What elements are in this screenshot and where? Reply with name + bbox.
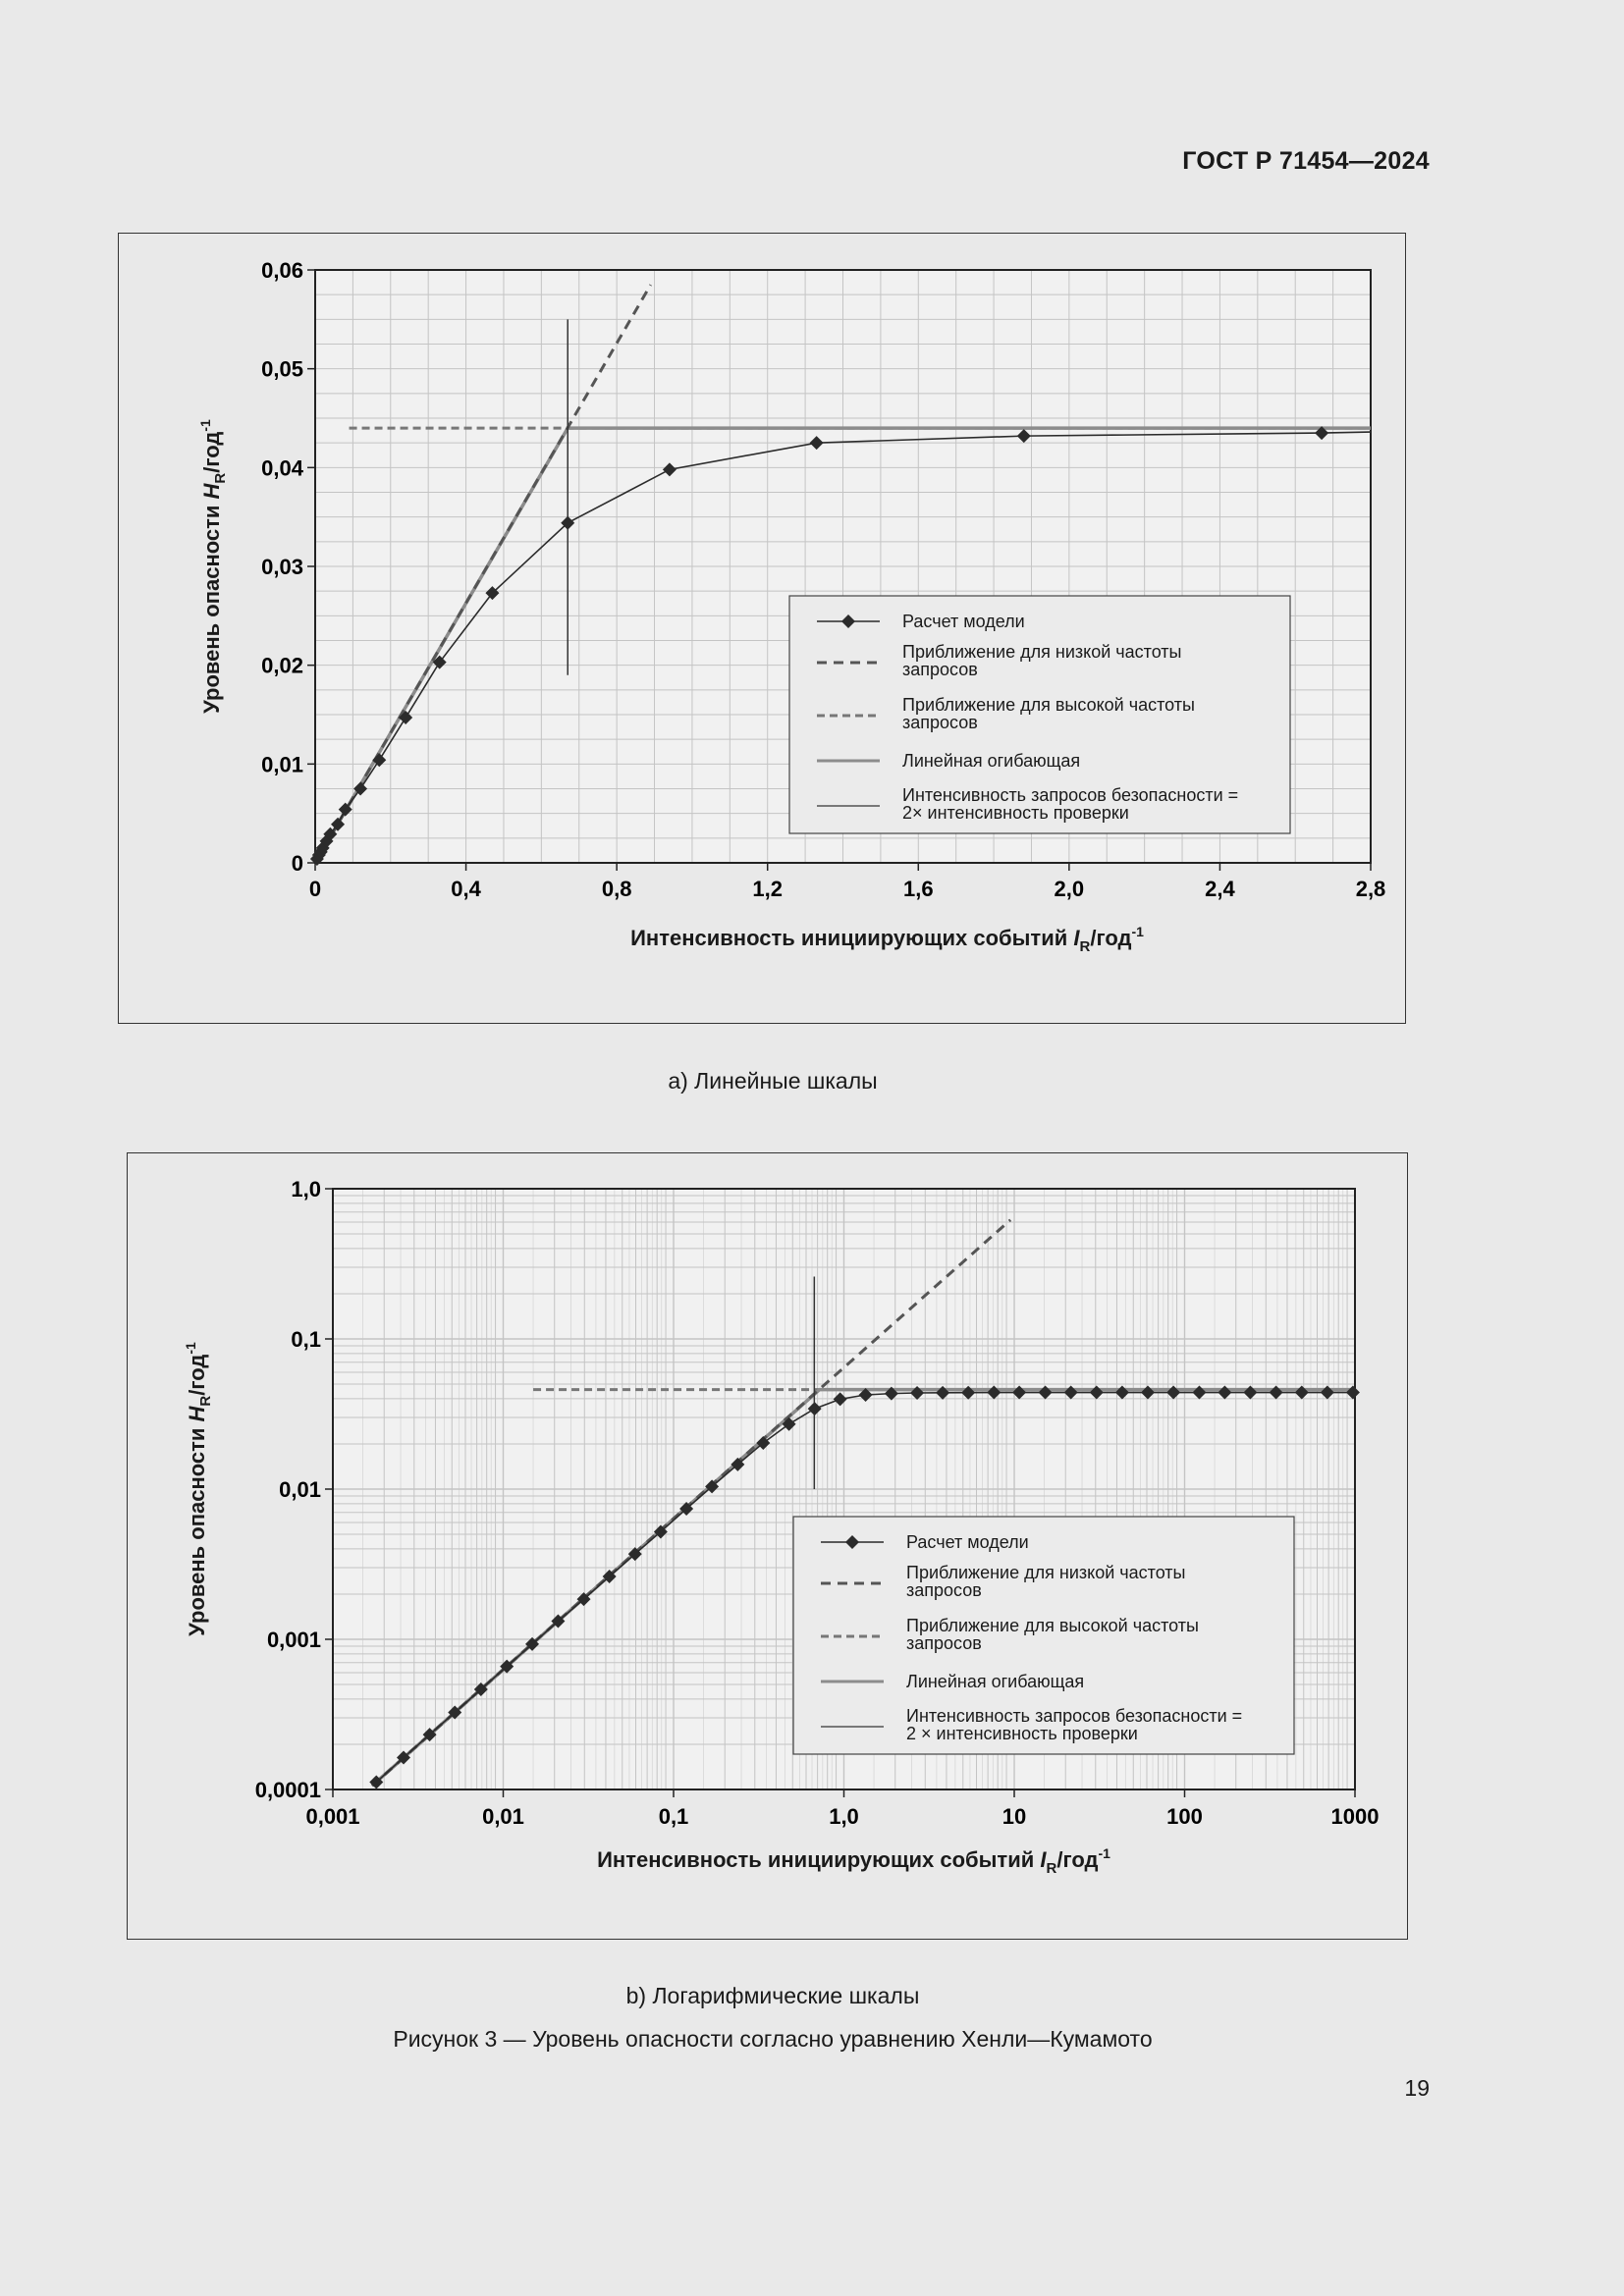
caption-linear: а) Линейные шкалы — [668, 1068, 878, 1094]
ylabel-title-part-0: Уровень опасности — [199, 499, 224, 714]
xlabel-title-part-3: /год — [1090, 926, 1132, 950]
legend-demand-label-2: 2× интенсивность проверки — [902, 803, 1129, 823]
xlabel-title-part-4: -1 — [1098, 1845, 1110, 1861]
legend-model-label: Расчет модели — [902, 612, 1025, 631]
legend-low-label-1: Приближение для низкой частоты — [906, 1563, 1186, 1582]
x-tick-label: 2,8 — [1355, 877, 1386, 901]
legend-low-label-1: Приближение для низкой частоты — [902, 642, 1182, 662]
chart-linear — [119, 234, 1405, 1023]
x-tick-label: 1,6 — [902, 877, 934, 901]
y-tick-label: 0,04 — [261, 455, 303, 481]
legend-demand-label-1: Интенсивность запросов безопасности = — [902, 785, 1239, 805]
y-axis-title — [183, 1342, 214, 1636]
x-tick-label: 1000 — [1330, 1804, 1380, 1829]
legend-low-label-2: запросов — [902, 660, 978, 679]
xlabel-title-part-1: I — [1073, 926, 1080, 950]
chart-linear-frame — [118, 233, 1406, 1024]
legend-envelope-label: Линейная огибающая — [906, 1672, 1085, 1691]
ylabel-title-part-1: H — [199, 483, 224, 500]
y-tick-label: 0,001 — [266, 1628, 321, 1652]
y-tick-label: 0,05 — [261, 356, 303, 382]
ylabel-title-part-4: -1 — [197, 419, 213, 432]
legend-demand-label-1: Интенсивность запросов безопасности = — [906, 1706, 1243, 1726]
x-tick-label: 0 — [308, 877, 322, 901]
legend — [793, 1517, 1294, 1754]
chart-log — [128, 1153, 1407, 1939]
x-axis-title — [597, 1845, 1110, 1877]
y-axis-title — [197, 419, 229, 714]
x-tick-label: 0,8 — [601, 877, 632, 901]
document-code: ГОСТ Р 71454—2024 — [1182, 147, 1430, 175]
page-number: 19 — [1404, 2075, 1430, 2101]
y-tick-label: 0,03 — [261, 555, 303, 579]
y-tick-label: 0,06 — [261, 258, 303, 283]
xlabel-title-part-3: /год — [1056, 1847, 1099, 1872]
x-tick-label: 0,001 — [305, 1804, 360, 1829]
chart-log-frame — [127, 1152, 1408, 1940]
ylabel-title-part-4: -1 — [183, 1342, 198, 1355]
xlabel-title-part-2: R — [1046, 1860, 1057, 1877]
x-tick-label: 2,0 — [1054, 877, 1085, 901]
xlabel-title-part-4: -1 — [1131, 924, 1144, 939]
y-tick-label: 0 — [291, 851, 303, 876]
x-tick-label: 100 — [1166, 1804, 1203, 1829]
legend-model-label: Расчет модели — [906, 1532, 1029, 1552]
x-tick-label: 0,1 — [658, 1804, 689, 1829]
x-tick-label: 1,2 — [752, 877, 784, 901]
legend — [789, 596, 1290, 833]
x-tick-label: 1,0 — [829, 1804, 859, 1829]
legend-high-label-1: Приближение для высокой частоты — [902, 695, 1195, 715]
ylabel-title-part-3: /год — [199, 431, 224, 473]
y-tick-label: 0,02 — [261, 653, 303, 678]
x-axis-title — [630, 924, 1144, 955]
legend-high-label-2: запросов — [906, 1633, 982, 1653]
ylabel-title-part-2: R — [212, 472, 229, 484]
x-tick-label: 2,4 — [1205, 877, 1235, 901]
legend-demand-label-2: 2 × интенсивность проверки — [906, 1724, 1138, 1743]
xlabel-title-part-1: I — [1040, 1847, 1047, 1872]
ylabel-title-part-3: /год — [185, 1354, 209, 1396]
legend-envelope-label: Линейная огибающая — [902, 751, 1081, 771]
xlabel-title-part-2: R — [1079, 938, 1091, 955]
y-tick-label: 0,01 — [261, 752, 303, 777]
y-tick-label: 1,0 — [291, 1177, 321, 1201]
ylabel-title-part-0: Уровень опасности — [185, 1421, 209, 1636]
legend-low-label-2: запросов — [906, 1580, 982, 1600]
caption-log: b) Логарифмические шкалы — [625, 1983, 920, 2008]
figure-title: Рисунок 3 — Уровень опасности согласно уравнению Хенли—Кумамото — [393, 2026, 1153, 2052]
legend-high-label-1: Приближение для высокой частоты — [906, 1616, 1199, 1635]
ylabel-title-part-2: R — [197, 1395, 214, 1407]
y-tick-label: 0,1 — [291, 1327, 321, 1352]
x-tick-label: 0,4 — [451, 877, 481, 901]
x-tick-label: 0,01 — [482, 1804, 524, 1829]
y-tick-label: 0,0001 — [254, 1778, 321, 1802]
ylabel-title-part-1: H — [185, 1406, 209, 1422]
legend-high-label-2: запросов — [902, 713, 978, 732]
xlabel-title-part-0: Интенсивность инициирующих событий — [630, 926, 1074, 950]
x-tick-label: 10 — [1001, 1804, 1027, 1829]
y-tick-label: 0,01 — [279, 1477, 321, 1502]
xlabel-title-part-0: Интенсивность инициирующих событий — [597, 1847, 1041, 1872]
